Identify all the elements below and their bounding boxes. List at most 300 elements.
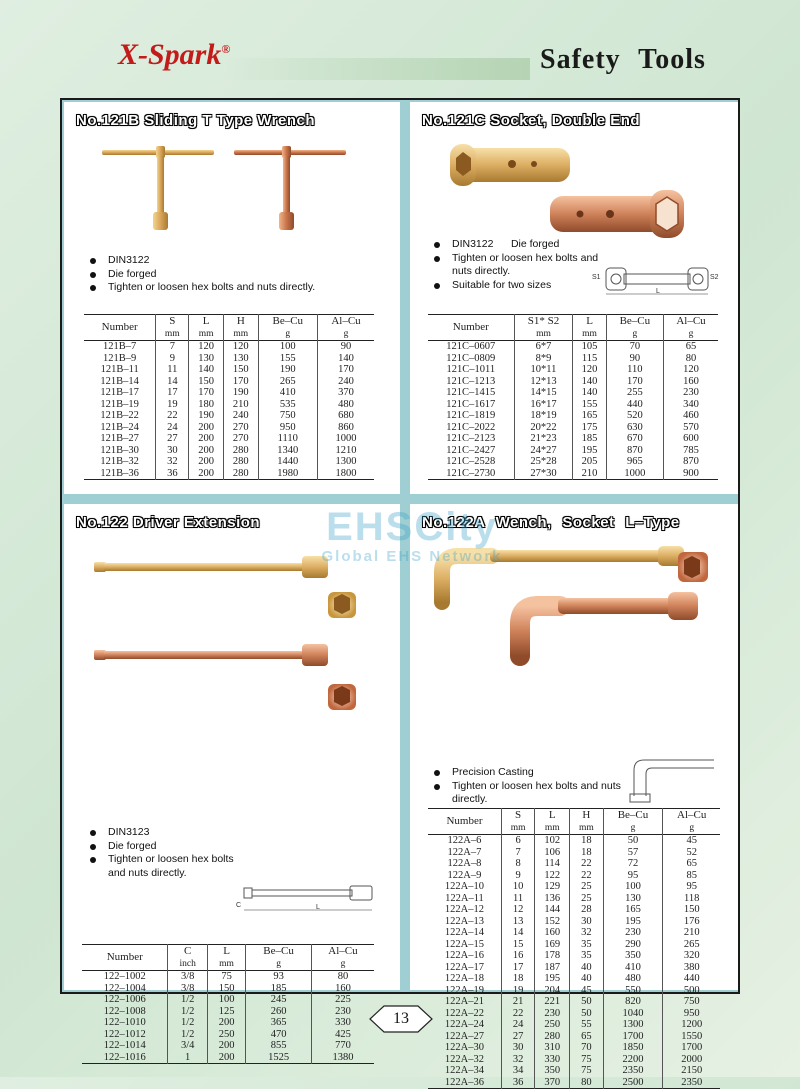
watermark-main: EHSCity [326, 505, 498, 549]
column-header-name: Number [452, 321, 489, 334]
table-cell: 121B–24 [100, 421, 139, 433]
table-cell: 410 [258, 387, 317, 399]
table-row [428, 950, 720, 962]
table-cell: 460 [663, 410, 718, 422]
column-header-name: L [586, 315, 593, 327]
feature-item: DIN3123 [88, 826, 248, 840]
table-cell: 17 [501, 962, 534, 974]
table-cell: 195 [573, 445, 606, 457]
table-cell: 250 [535, 1019, 570, 1031]
table-cell: 120 [573, 364, 606, 376]
table-cell: 480 [603, 973, 663, 985]
table-cell: 265 [258, 376, 317, 388]
table-cell: 50 [570, 996, 603, 1008]
table-cell: 122–1004 [103, 982, 146, 994]
table-row [428, 410, 718, 422]
table-cell: 57 [603, 847, 663, 859]
table-cell: 870 [606, 445, 663, 457]
table-row [84, 376, 374, 388]
column-header-name: Number [101, 321, 138, 334]
table-cell: 102 [535, 835, 570, 847]
table-cell: 200 [189, 422, 224, 434]
table-cell: 75 [570, 1054, 603, 1066]
table-cell: 18 [501, 973, 534, 985]
table-cell: 170 [317, 364, 374, 376]
table-cell: 230 [311, 1006, 374, 1018]
table-cell: 12*13 [514, 376, 573, 388]
table-cell: 195 [603, 916, 663, 928]
table-cell: 121B–7 [103, 341, 137, 352]
table-cell: 122A–12 [444, 904, 485, 915]
table-cell: 122A–17 [444, 961, 485, 973]
table-cell: 80 [570, 1077, 603, 1089]
table-row [428, 1054, 720, 1066]
column-header [535, 809, 570, 835]
table-cell: 130 [189, 353, 224, 365]
column-header-name: S1* S2 [527, 315, 560, 327]
table-cell: 520 [606, 410, 663, 422]
table-row [428, 893, 720, 905]
table-cell: 2150 [663, 1065, 720, 1077]
table-row [84, 445, 374, 457]
table-cell: 11 [501, 893, 534, 905]
feature-item: Tighten or loosen hex bolts and nuts directly. [88, 281, 388, 295]
table-row [84, 468, 374, 480]
table-cell: 121C–2528 [446, 456, 496, 467]
column-header [311, 945, 374, 971]
table-cell: 21 [501, 996, 534, 1008]
table-cell: 90 [317, 341, 374, 353]
table-cell: 200 [189, 433, 224, 445]
table-cell: 180 [189, 399, 224, 411]
column-header-name: Number [446, 815, 483, 828]
table-cell: 550 [603, 985, 663, 997]
table-cell: 670 [606, 433, 663, 445]
table-cell: 200 [207, 1052, 245, 1064]
table-cell: 32 [156, 456, 189, 468]
table-cell: 122A–36 [444, 1076, 485, 1088]
table-cell: 860 [317, 422, 374, 434]
dimension-drawing [598, 264, 724, 300]
feature-item: Precision Casting [432, 766, 622, 780]
table-cell: 21*23 [514, 433, 573, 445]
column-header-name: Number [106, 951, 143, 964]
table-row [82, 994, 374, 1006]
table-cell: 630 [606, 422, 663, 434]
table-cell: 120 [223, 341, 258, 353]
l-socket-wrench-image [430, 544, 730, 664]
watermark-sub: Global EHS Network [321, 548, 503, 565]
column-header [207, 945, 245, 971]
table-cell: 65 [663, 858, 720, 870]
feature-item: Die forged [88, 268, 388, 282]
table-row [84, 410, 374, 422]
table-cell: 121C–2123 [446, 433, 496, 444]
column-header [603, 809, 663, 835]
page-number-badge [368, 1004, 434, 1034]
table-cell: 750 [663, 996, 720, 1008]
column-header-unit: inch [179, 958, 196, 969]
table-row [84, 399, 374, 411]
table-cell: 34 [501, 1065, 534, 1077]
table-cell: 122A–30 [444, 1042, 485, 1053]
table-cell: 121B–30 [100, 444, 139, 456]
table-cell: 330 [311, 1017, 374, 1029]
table-cell: 535 [258, 399, 317, 411]
table-cell: 40 [570, 962, 603, 974]
table-cell: 965 [606, 456, 663, 468]
table-cell: 24 [501, 1019, 534, 1031]
table-cell: 122A–7 [447, 846, 482, 858]
table-cell: 1300 [603, 1019, 663, 1031]
column-header [246, 945, 312, 971]
column-header [156, 315, 189, 341]
table-cell: 35 [570, 950, 603, 962]
table-row [82, 1006, 374, 1018]
table-cell: 122A–24 [444, 1019, 485, 1030]
table-row [428, 962, 720, 974]
table-cell: 14 [156, 376, 189, 388]
table-cell: 121B–36 [100, 467, 139, 479]
table-cell: 1/2 [168, 1006, 207, 1018]
table-cell: 290 [603, 939, 663, 951]
table-cell: 190 [258, 364, 317, 376]
table-cell: 500 [663, 985, 720, 997]
table-cell: 50 [570, 1008, 603, 1020]
table-cell: 280 [223, 468, 258, 480]
table-cell: 1800 [317, 468, 374, 480]
table-cell: 165 [573, 410, 606, 422]
section-121b [64, 102, 400, 494]
column-header-name: Al–Cu [331, 315, 361, 327]
table-cell: 2350 [663, 1077, 720, 1089]
table-cell: 770 [311, 1040, 374, 1052]
table-cell: 950 [258, 422, 317, 434]
table-cell: 75 [207, 971, 245, 983]
dim-label-l: L [656, 288, 660, 295]
table-cell: 121C–1213 [446, 375, 496, 387]
table-cell: 1550 [663, 1031, 720, 1043]
column-header-name: S [169, 315, 176, 327]
table-cell: 160 [663, 376, 718, 388]
table-cell: 190 [223, 387, 258, 399]
column-header-unit: g [630, 822, 636, 833]
table-cell: 1340 [258, 445, 317, 457]
table-cell: 680 [317, 410, 374, 422]
table-row [428, 1008, 720, 1020]
table-cell: 45 [570, 985, 603, 997]
table-cell: 470 [246, 1029, 312, 1041]
table-cell: 2500 [603, 1077, 663, 1089]
table-cell: 140 [573, 376, 606, 388]
table-cell: 22 [156, 410, 189, 422]
table-cell: 370 [535, 1077, 570, 1089]
table-cell: 600 [663, 433, 718, 445]
table-cell: 370 [317, 387, 374, 399]
table-cell: 25*28 [514, 456, 573, 468]
table-cell: 870 [663, 456, 718, 468]
table-cell: 122–1002 [103, 971, 146, 982]
table-cell: 175 [573, 422, 606, 434]
table-cell: 122–1008 [103, 1005, 146, 1017]
section-122a [410, 504, 738, 1088]
table-row [82, 1052, 374, 1064]
table-cell: 80 [663, 353, 718, 365]
column-header-unit: mm [219, 958, 234, 969]
table-cell: 122A–34 [444, 1065, 485, 1076]
table-cell: 950 [663, 1008, 720, 1020]
section-122 [64, 504, 400, 1063]
table-cell: 10*11 [514, 364, 573, 376]
table-cell: 170 [606, 376, 663, 388]
table-cell: 122 [535, 870, 570, 882]
table-cell: 1300 [317, 456, 374, 468]
driver-extension-image [94, 548, 384, 718]
registered-mark: ® [221, 42, 231, 56]
table-cell: 204 [535, 985, 570, 997]
table-cell: 265 [663, 939, 720, 951]
table-row [428, 341, 718, 353]
table-cell: 122A–6 [447, 835, 482, 846]
table-cell: 170 [223, 376, 258, 388]
column-header [428, 315, 514, 341]
table-cell: 160 [311, 983, 374, 995]
table-cell: 1850 [603, 1042, 663, 1054]
table-cell: 121B–22 [100, 410, 139, 421]
table-cell: 136 [535, 893, 570, 905]
table-row [428, 1042, 720, 1054]
column-header-name: H [236, 315, 245, 327]
column-header [570, 809, 603, 835]
column-header-unit: mm [544, 822, 560, 833]
table-row [428, 445, 718, 457]
table-cell: 32 [570, 927, 603, 939]
column-header-unit: g [632, 328, 638, 339]
column-header [606, 315, 663, 341]
table-row [428, 353, 718, 365]
table-row [428, 456, 718, 468]
column-header-unit: g [276, 958, 281, 969]
table-cell: 121B–11 [100, 364, 139, 375]
table-row [84, 433, 374, 445]
table-cell: 122A–21 [444, 996, 485, 1007]
column-header [663, 809, 720, 835]
table-row [428, 468, 718, 480]
table-cell: 350 [603, 950, 663, 962]
dim-label-s2: S2 [710, 274, 719, 281]
table-row [428, 399, 718, 411]
column-header [514, 315, 573, 341]
table-cell: 16 [501, 950, 534, 962]
column-header-name: Al–Cu [676, 315, 706, 327]
spec-table-121b [84, 314, 374, 480]
column-header-name: L [548, 809, 556, 821]
table-cell: 121B–19 [100, 398, 139, 410]
table-cell: 122A–9 [447, 869, 482, 881]
column-header [82, 945, 168, 971]
table-cell: 1980 [258, 468, 317, 480]
table-cell: 255 [606, 387, 663, 399]
table-cell: 40 [570, 973, 603, 985]
brand-name: X-Spark [118, 38, 222, 71]
column-header-name: C [183, 945, 192, 957]
table-cell: 150 [189, 376, 224, 388]
table-cell: 100 [207, 994, 245, 1006]
table-cell: 350 [535, 1065, 570, 1077]
table-cell: 25 [570, 893, 603, 905]
table-cell: 900 [663, 468, 718, 480]
table-cell: 70 [570, 1042, 603, 1054]
table-cell: 1380 [311, 1052, 374, 1064]
section-title: No.121C Socket, Double End [422, 112, 641, 129]
table-cell: 1040 [603, 1008, 663, 1020]
table-row [428, 870, 720, 882]
column-header [223, 315, 258, 341]
column-header [189, 315, 224, 341]
table-cell: 2000 [663, 1054, 720, 1066]
column-header [663, 315, 718, 341]
table-cell: 820 [603, 996, 663, 1008]
table-cell: 122A–10 [444, 881, 485, 892]
table-cell: 187 [535, 962, 570, 974]
table-cell: 122–1010 [103, 1017, 146, 1028]
column-header-unit: mm [233, 328, 249, 339]
table-cell: 122A–13 [444, 915, 485, 927]
table-row [428, 387, 718, 399]
table-cell: 1110 [258, 433, 317, 445]
table-cell: 1700 [663, 1042, 720, 1054]
table-row [82, 1029, 374, 1041]
table-cell: 2200 [603, 1054, 663, 1066]
table-cell: 118 [663, 893, 720, 905]
table-row [428, 364, 718, 376]
dim-label-c: C [236, 902, 242, 909]
table-row [84, 341, 374, 353]
table-cell: 155 [573, 399, 606, 411]
column-header-unit: mm [536, 328, 551, 339]
table-row [428, 858, 720, 870]
table-cell: 121C–0607 [446, 341, 496, 352]
table-cell: 122A–15 [444, 938, 485, 950]
section-title: No.121B Sliding T Type Wrench [76, 112, 315, 129]
table-cell: 855 [246, 1040, 312, 1052]
dimension-drawing [624, 754, 724, 804]
table-cell: 121B–14 [100, 375, 139, 387]
table-cell: 1525 [246, 1052, 312, 1064]
table-cell: 230 [663, 387, 718, 399]
table-cell: 121C–1819 [446, 410, 496, 421]
table-cell: 200 [207, 1017, 245, 1029]
table-cell: 195 [535, 973, 570, 985]
table-cell: 14 [501, 927, 534, 939]
page-title: Safety Tools [540, 44, 706, 75]
table-cell: 19 [156, 399, 189, 411]
table-cell: 30 [570, 916, 603, 928]
table-cell: 122A–18 [444, 973, 485, 984]
table-cell: 230 [603, 927, 663, 939]
table-cell: 65 [570, 1031, 603, 1043]
table-cell: 425 [311, 1029, 374, 1041]
table-cell: 36 [501, 1077, 534, 1089]
column-header-name: Be–Cu [617, 809, 649, 821]
column-header-name: S [515, 809, 522, 821]
column-header-name: Al–Cu [677, 809, 707, 821]
table-cell: 121B–27 [100, 433, 139, 444]
t-wrench-image [94, 142, 374, 242]
table-row [84, 364, 374, 376]
table-cell: 121C–2730 [446, 467, 496, 479]
table-row [428, 1077, 720, 1089]
table-cell: 185 [573, 433, 606, 445]
table-cell: 55 [570, 1019, 603, 1031]
section-title: No.122 Driver Extension [76, 514, 261, 531]
table-cell: 1/2 [168, 994, 207, 1006]
column-header-name: H [582, 809, 591, 821]
section-121c [410, 102, 738, 494]
column-header-unit: g [285, 328, 291, 339]
dim-label-l: L [316, 904, 320, 911]
table-cell: 114 [535, 858, 570, 870]
table-cell: 6*7 [514, 341, 573, 353]
table-cell: 210 [223, 399, 258, 411]
table-cell: 7 [156, 341, 189, 353]
feature-item: DIN3122 Die forged [432, 238, 732, 252]
table-cell: 169 [535, 939, 570, 951]
table-cell: 85 [663, 870, 720, 882]
brand-logo [118, 38, 230, 72]
table-cell: 50 [603, 835, 663, 847]
table-cell: 120 [663, 364, 718, 376]
table-cell: 170 [189, 387, 224, 399]
table-cell: 122A–8 [447, 858, 482, 869]
table-row [428, 927, 720, 939]
table-cell: 22 [501, 1008, 534, 1020]
table-cell: 190 [189, 410, 224, 422]
table-cell: 150 [663, 904, 720, 916]
table-cell: 1/2 [168, 1029, 207, 1041]
table-cell: 24 [156, 422, 189, 434]
feature-list [88, 254, 388, 295]
table-cell: 270 [223, 422, 258, 434]
table-cell: 106 [535, 847, 570, 859]
table-row [82, 971, 374, 983]
table-cell: 185 [246, 983, 312, 995]
table-cell: 80 [311, 971, 374, 983]
column-header [573, 315, 606, 341]
table-cell: 340 [663, 399, 718, 411]
table-row [428, 376, 718, 388]
feature-list [88, 826, 248, 880]
table-cell: 18 [570, 835, 603, 847]
table-cell: 11 [156, 364, 189, 376]
table-cell: 30 [501, 1042, 534, 1054]
table-row [84, 387, 374, 399]
table-header-row [428, 809, 720, 835]
table-cell: 3/8 [168, 971, 207, 983]
table-header-row [82, 945, 374, 971]
column-header-name: Al–Cu [328, 945, 358, 957]
column-header-unit: mm [578, 822, 594, 833]
column-header-unit: g [689, 822, 695, 833]
table-cell: 1000 [317, 433, 374, 445]
table-cell: 19 [501, 985, 534, 997]
table-row [428, 847, 720, 859]
table-cell: 122A–22 [444, 1007, 485, 1019]
table-row [428, 1031, 720, 1043]
header-rule [225, 58, 530, 80]
table-cell: 144 [535, 904, 570, 916]
column-header-name: Be–Cu [272, 315, 304, 327]
